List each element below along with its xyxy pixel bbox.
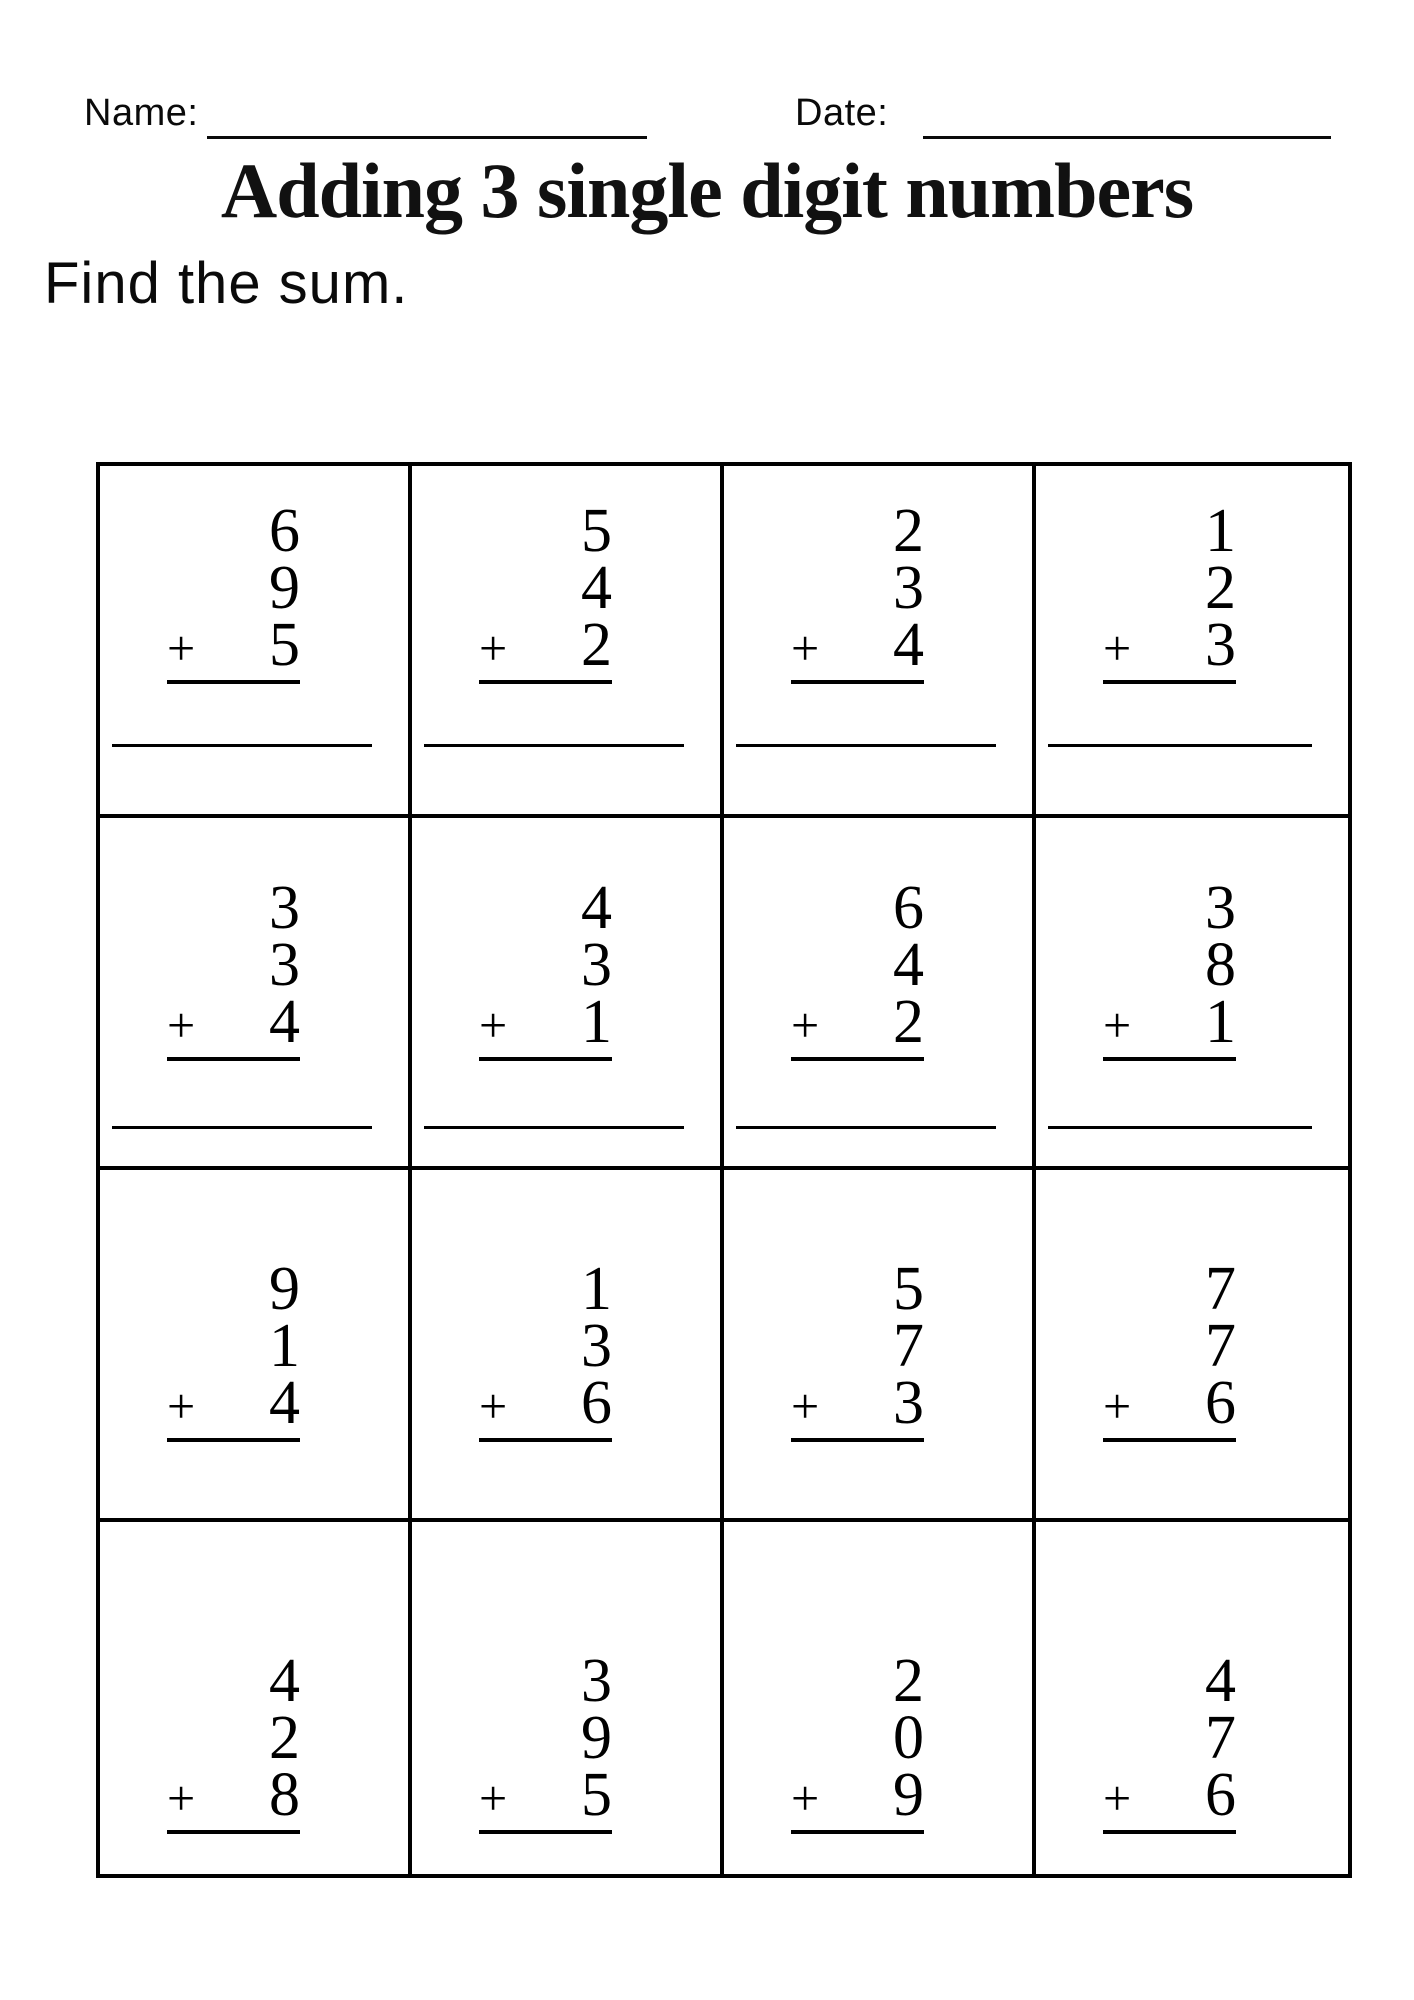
addition-problem: [1103, 1647, 1236, 1834]
name-label: Name:: [84, 92, 199, 134]
addition-problem: [1103, 1255, 1236, 1442]
answer-blank[interactable]: [112, 1126, 372, 1129]
instruction-text: Find the sum.: [44, 251, 409, 316]
addend-2: 0: [893, 1704, 924, 1772]
operator-row: [167, 611, 300, 684]
addend-2: 9: [269, 554, 300, 622]
addend-2: 3: [893, 554, 924, 622]
problem-cell: [1036, 466, 1348, 818]
problem-cell: [1036, 1170, 1348, 1522]
addend-2: 7: [893, 1312, 924, 1380]
addition-problem: [167, 1255, 300, 1442]
plus-icon: +: [791, 1770, 820, 1826]
addend-3: 1: [1205, 988, 1236, 1056]
addend-3: 5: [269, 611, 300, 679]
addition-problem: [167, 1647, 300, 1834]
addend-3: 1: [581, 988, 612, 1056]
addend-1: 6: [893, 874, 924, 942]
addend-3: 3: [893, 1369, 924, 1437]
addend-3: 9: [893, 1761, 924, 1829]
plus-icon: +: [1103, 620, 1132, 676]
addend-2: 1: [269, 1312, 300, 1380]
addend-3: 4: [893, 611, 924, 679]
name-blank-line[interactable]: [207, 136, 647, 139]
problem-cell: [724, 1170, 1036, 1522]
problems-grid: [96, 462, 1352, 1878]
plus-icon: +: [167, 997, 196, 1053]
addend-1: 4: [269, 1647, 300, 1715]
plus-icon: +: [791, 620, 820, 676]
plus-icon: +: [1103, 1770, 1132, 1826]
addition-problem: [791, 1647, 924, 1834]
addition-problem: [167, 874, 300, 1061]
addend-1: 4: [581, 874, 612, 942]
problem-cell: [100, 1170, 412, 1522]
problem-cell: [724, 466, 1036, 818]
addend-1: 4: [1205, 1647, 1236, 1715]
page-title: Adding 3 single digit numbers: [220, 147, 1194, 234]
addend-2: 2: [269, 1704, 300, 1772]
addend-3: 2: [893, 988, 924, 1056]
operator-row: [1103, 1369, 1236, 1442]
addition-problem: [479, 1255, 612, 1442]
problem-cell: [412, 466, 724, 818]
addend-2: 3: [269, 931, 300, 999]
date-blank-line[interactable]: [923, 136, 1331, 139]
addend-1: 3: [269, 874, 300, 942]
answer-blank[interactable]: [424, 744, 684, 747]
operator-row: [1103, 1761, 1236, 1834]
addend-1: 9: [269, 1255, 300, 1323]
addend-1: 5: [893, 1255, 924, 1323]
operator-row: [791, 611, 924, 684]
answer-blank[interactable]: [736, 744, 996, 747]
operator-row: [1103, 611, 1236, 684]
plus-icon: +: [167, 620, 196, 676]
addend-2: 4: [581, 554, 612, 622]
addend-1: 5: [581, 497, 612, 565]
problem-cell: [1036, 818, 1348, 1170]
addend-1: 7: [1205, 1255, 1236, 1323]
addend-2: 8: [1205, 931, 1236, 999]
plus-icon: +: [791, 997, 820, 1053]
addend-1: 2: [893, 497, 924, 565]
addend-2: 7: [1205, 1312, 1236, 1380]
addend-2: 3: [581, 931, 612, 999]
addend-3: 6: [581, 1369, 612, 1437]
addend-3: 6: [1205, 1369, 1236, 1437]
operator-row: [791, 1761, 924, 1834]
operator-row: [791, 988, 924, 1061]
addition-problem: [479, 874, 612, 1061]
operator-row: [1103, 988, 1236, 1061]
addend-2: 3: [581, 1312, 612, 1380]
answer-blank[interactable]: [112, 744, 372, 747]
addend-1: 1: [1205, 497, 1236, 565]
addition-problem: [167, 497, 300, 684]
addend-3: 4: [269, 1369, 300, 1437]
problem-cell: [412, 1170, 724, 1522]
plus-icon: +: [479, 1378, 508, 1434]
addend-3: 8: [269, 1761, 300, 1829]
operator-row: [479, 1761, 612, 1834]
plus-icon: +: [479, 1770, 508, 1826]
addend-3: 2: [581, 611, 612, 679]
answer-blank[interactable]: [736, 1126, 996, 1129]
addend-2: 7: [1205, 1704, 1236, 1772]
addend-3: 5: [581, 1761, 612, 1829]
date-label: Date:: [795, 92, 889, 134]
addition-problem: [791, 874, 924, 1061]
problem-cell: [100, 466, 412, 818]
addition-problem: [1103, 874, 1236, 1061]
problem-cell: [724, 818, 1036, 1170]
plus-icon: +: [167, 1770, 196, 1826]
addend-1: 2: [893, 1647, 924, 1715]
operator-row: [167, 988, 300, 1061]
addend-2: 2: [1205, 554, 1236, 622]
addition-problem: [791, 1255, 924, 1442]
addend-1: 1: [581, 1255, 612, 1323]
addend-1: 3: [1205, 874, 1236, 942]
problem-cell: [412, 1522, 724, 1874]
problem-cell: [100, 1522, 412, 1874]
problem-cell: [1036, 1522, 1348, 1874]
plus-icon: +: [479, 997, 508, 1053]
plus-icon: +: [479, 620, 508, 676]
plus-icon: +: [1103, 997, 1132, 1053]
addend-2: 4: [893, 931, 924, 999]
addend-1: 6: [269, 497, 300, 565]
operator-row: [167, 1761, 300, 1834]
operator-row: [479, 988, 612, 1061]
problem-cell: [724, 1522, 1036, 1874]
addend-3: 3: [1205, 611, 1236, 679]
operator-row: [479, 1369, 612, 1442]
problem-cell: [100, 818, 412, 1170]
plus-icon: +: [167, 1378, 196, 1434]
plus-icon: +: [791, 1378, 820, 1434]
operator-row: [791, 1369, 924, 1442]
addend-3: 4: [269, 988, 300, 1056]
operator-row: [167, 1369, 300, 1442]
answer-blank[interactable]: [1048, 744, 1312, 747]
answer-blank[interactable]: [424, 1126, 684, 1129]
addition-problem: [1103, 497, 1236, 684]
addend-1: 3: [581, 1647, 612, 1715]
addition-problem: [479, 497, 612, 684]
addition-problem: [479, 1647, 612, 1834]
addition-problem: [791, 497, 924, 684]
answer-blank[interactable]: [1048, 1126, 1312, 1129]
problem-cell: [412, 818, 724, 1170]
plus-icon: +: [1103, 1378, 1132, 1434]
addend-3: 6: [1205, 1761, 1236, 1829]
operator-row: [479, 611, 612, 684]
addend-2: 9: [581, 1704, 612, 1772]
